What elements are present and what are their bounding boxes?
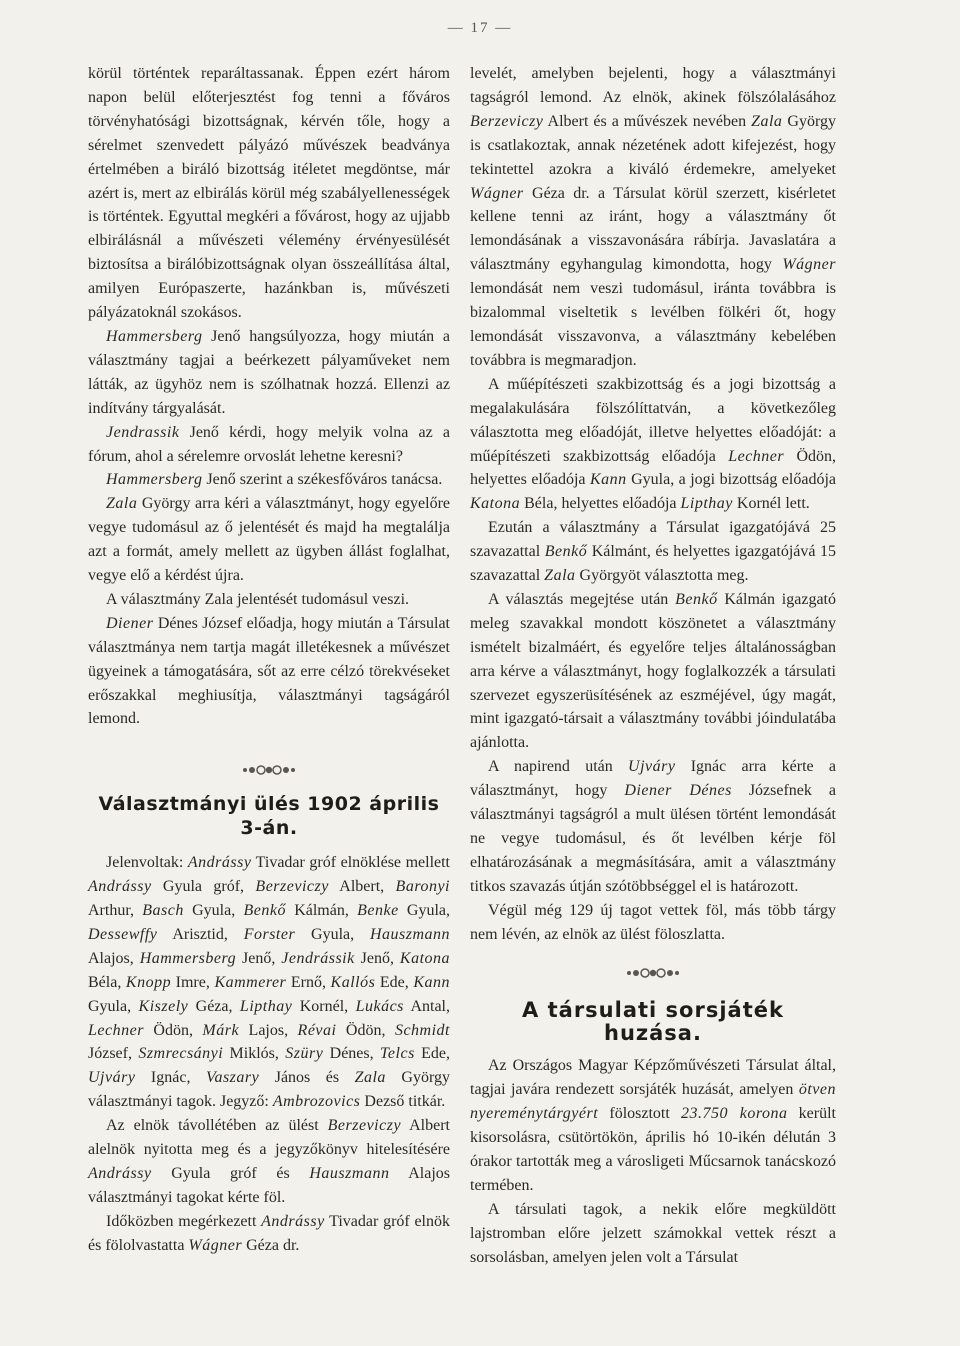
paragraph: Ezután a választmány a Társulat igazgatójává 25 szavazattal Benkő Kálmánt, és helyettes igazgatójává 15 szavazattal Zala Györgyöt választotta meg. (470, 519, 837, 585)
paragraph: körül történtek reparáltassanak. Éppen ezért három napon belül előterjesztést fog tenni a főváros törvényhatósági bizottságnak, kérvén tőle, hogy a sérelmet szenvedett pályázó művészek beadványa értelmében a biráló bizottság itéletet megdöntse, már azért is, mert az elbirálás körül még szabályellenességek is történtek. Egyuttal megkéri a fővárost, hogy az ujjabb elbirálásnál a művészeti vélemény érvényesülését biztosítsa a birálóbizottságnak olyan összeállítása által, amilyen Európaszerte, hazánkban is, művészeti pályázatoknál szokásos. (88, 65, 450, 322)
page-number: — 17 — (447, 20, 513, 36)
left-column (88, 62, 450, 1258)
person-name: Hammersberg (106, 471, 203, 489)
paragraph: Időközben megérkezett Andrássy Tivadar gróf elnök és fölolvastatta Wágner Géza dr. (88, 1212, 450, 1254)
ornament-divider (88, 757, 450, 775)
paragraph: Diener Dénes József előadja, hogy miután a Társulat választmánya nem tartja magát illetékesnek a művészet ügyeinek a támogatására, sőt az erre célzó törekvéseket erőszakkal meghiusítja, választmányi tagságáról lemond. (88, 614, 450, 728)
paragraph: A társulati tagok, a nekik előre megküldött lajstromban előre jelzett számokkal vettek részt a sorsolásban, amelyen jelen volt a Társulat (470, 1200, 836, 1266)
person-name: Diener (106, 614, 154, 632)
paragraph: A választás megejtése után Benkő Kálmán igazgató meleg szavakkal mondott köszönetet a választmány ismételt bizalmáért, és egyelőre teljes általánosságban arra kérve a választmányt, hogy foglalkozzék a társulati szervezet egyszerüsítésének az eszméjével, úgy magát, mint igazgató-társait a választmány további jóindulatába ajánlotta. (470, 590, 836, 752)
paragraph: A műépítészeti szakbizottság és a jogi bizottság a megalakulására fölszólíttatván, a következőleg választotta meg előadóját, illetve helyettes előadóját: a műépítészeti szakbizottság előadója Lechner Ödön, helyettes előadója Kann Gyula, a jogi bizottság előadója Katona Béla, helyettes előadója Lipthay Kornél lett. (470, 375, 836, 513)
paragraph: Az Országos Magyar Képzőművészeti Társulat által, tagjai javára rendezett sorsjáték huzását, amelyen ötven nyereménytárgyért fölosztott 23.750 korona került kisorsolásra, csütörtökön, április hó 10-ikén délután 3 órakor tartották meg a városligeti Műcsarnok tanácskozó termében. (470, 1057, 836, 1194)
section-heading: Választmányi ülés 1902 április 3-án. (98, 793, 440, 840)
paragraph: Végül még 129 új tagot vettek föl, más több tárgy nem lévén, az elnök az ülést föloszlatta. (470, 901, 836, 943)
ornament-icon (623, 967, 683, 979)
paragraph: Zala György arra kéri a választmányt, hogy egyelőre vegye tudomásul az ő jelentését és majd ha megtalálja azt a formát, amely mellett az ügyben állást foglalhat, vegye elő a kérdést újra. (88, 495, 450, 585)
paragraph: levelét, amelyben bejelenti, hogy a választmányi tagságról lemond. Az elnök, akinek fölszólalásához Berzeviczy Albert és a művészek nevében Zala György is csatlakoztak, annak nézetének adott kifejezést, hogy tekintettel azokra a kiváló érdemekre, amelyeket Wágner Géza dr. a Társulat körül szerzett, kisérletet kellene tenni az iránt, hogy a választmány őt lemondásának a visszavonására rábírja. Javaslatára a választmány egyhangulag kimondotta, hogy Wágner lemondását nem veszi tudomásul, iránta továbbra is bizalommal viseltetik s levélben fölkéri őt, hogy lemondását visszavonva, a választmány kebelében továbbra is megmaradjon. (470, 65, 837, 369)
paragraph: Hammersberg Jenő hangsúlyozza, hogy miután a választmány tagjai a beérkezett pályaműveket nem látták, az ügyhöz nem is szólhatnak hozzá. Ellenzi az indítvány tárgyalását. (88, 327, 450, 417)
paragraph: Az elnök távollétében az ülést Berzeviczy Albert alelnök nyitotta meg és a jegyzőkönyv hitelesítésére Andrássy Gyula gróf és Hauszmann Alajos választmányi tagokat kérte föl. (88, 1117, 451, 1206)
paragraph: Jendrassik Jenő kérdi, hogy melyik volna az a fórum, ahol a sérelemre orvoslát lehetne keresni? (88, 423, 450, 465)
paragraph: A napirend után Ujváry Ignác arra kérte a választmányt, hogy Diener Dénes Józsefnek a választmányi tagságról a mult ülésen történt lemondását ne vegye tudomásul, és őt levélben kérje föl elhatározásának a megmásítására, amit a választmány titkos szavazás útján szótöbbséggel el is határozott. (470, 758, 837, 895)
paragraph: A választmány Zala jelentését tudomásul veszi. (106, 590, 410, 608)
ornament-icon (239, 764, 299, 776)
person-name: Jendrassik (106, 423, 180, 441)
section-heading: A társulati sorsjáték huzása. (522, 997, 784, 1046)
person-name: Hammersberg (106, 327, 203, 345)
paragraph: Hammersberg Jenő szerint a székesfőváros tanácsa. (106, 471, 443, 489)
person-name: Zala (106, 495, 138, 513)
ornament-divider (470, 961, 836, 979)
right-column (470, 62, 836, 1270)
attendance-paragraph: Jelenvoltak: Andrássy Tivadar gróf elnöklése mellett Andrássy Gyula gróf, Berzeviczy Albert, Baronyi Arthur, Basch Gyula, Benkő Kálmán, Benke Gyula, Dessewffy Arisztid, Forster Gyula, Hauszmann Alajos, Hammersberg Jenő, Jendrássik Jenő, Katona Béla, Knopp Imre, Kammerer Ernő, Kallós Ede, Kann Gyula, Kiszely Géza, Lipthay Kornél, Lukács Antal, Lechner Ödön, Márk Lajos, Révai Ödön, Schmidt József, Szmrecsányi Miklós, Szüry Dénes, Telcs Ede, Ujváry Ignác, Vaszary János és Zala György választmányi tagok. Jegyző: Ambrozovics Dezső titkár. (88, 854, 451, 1111)
